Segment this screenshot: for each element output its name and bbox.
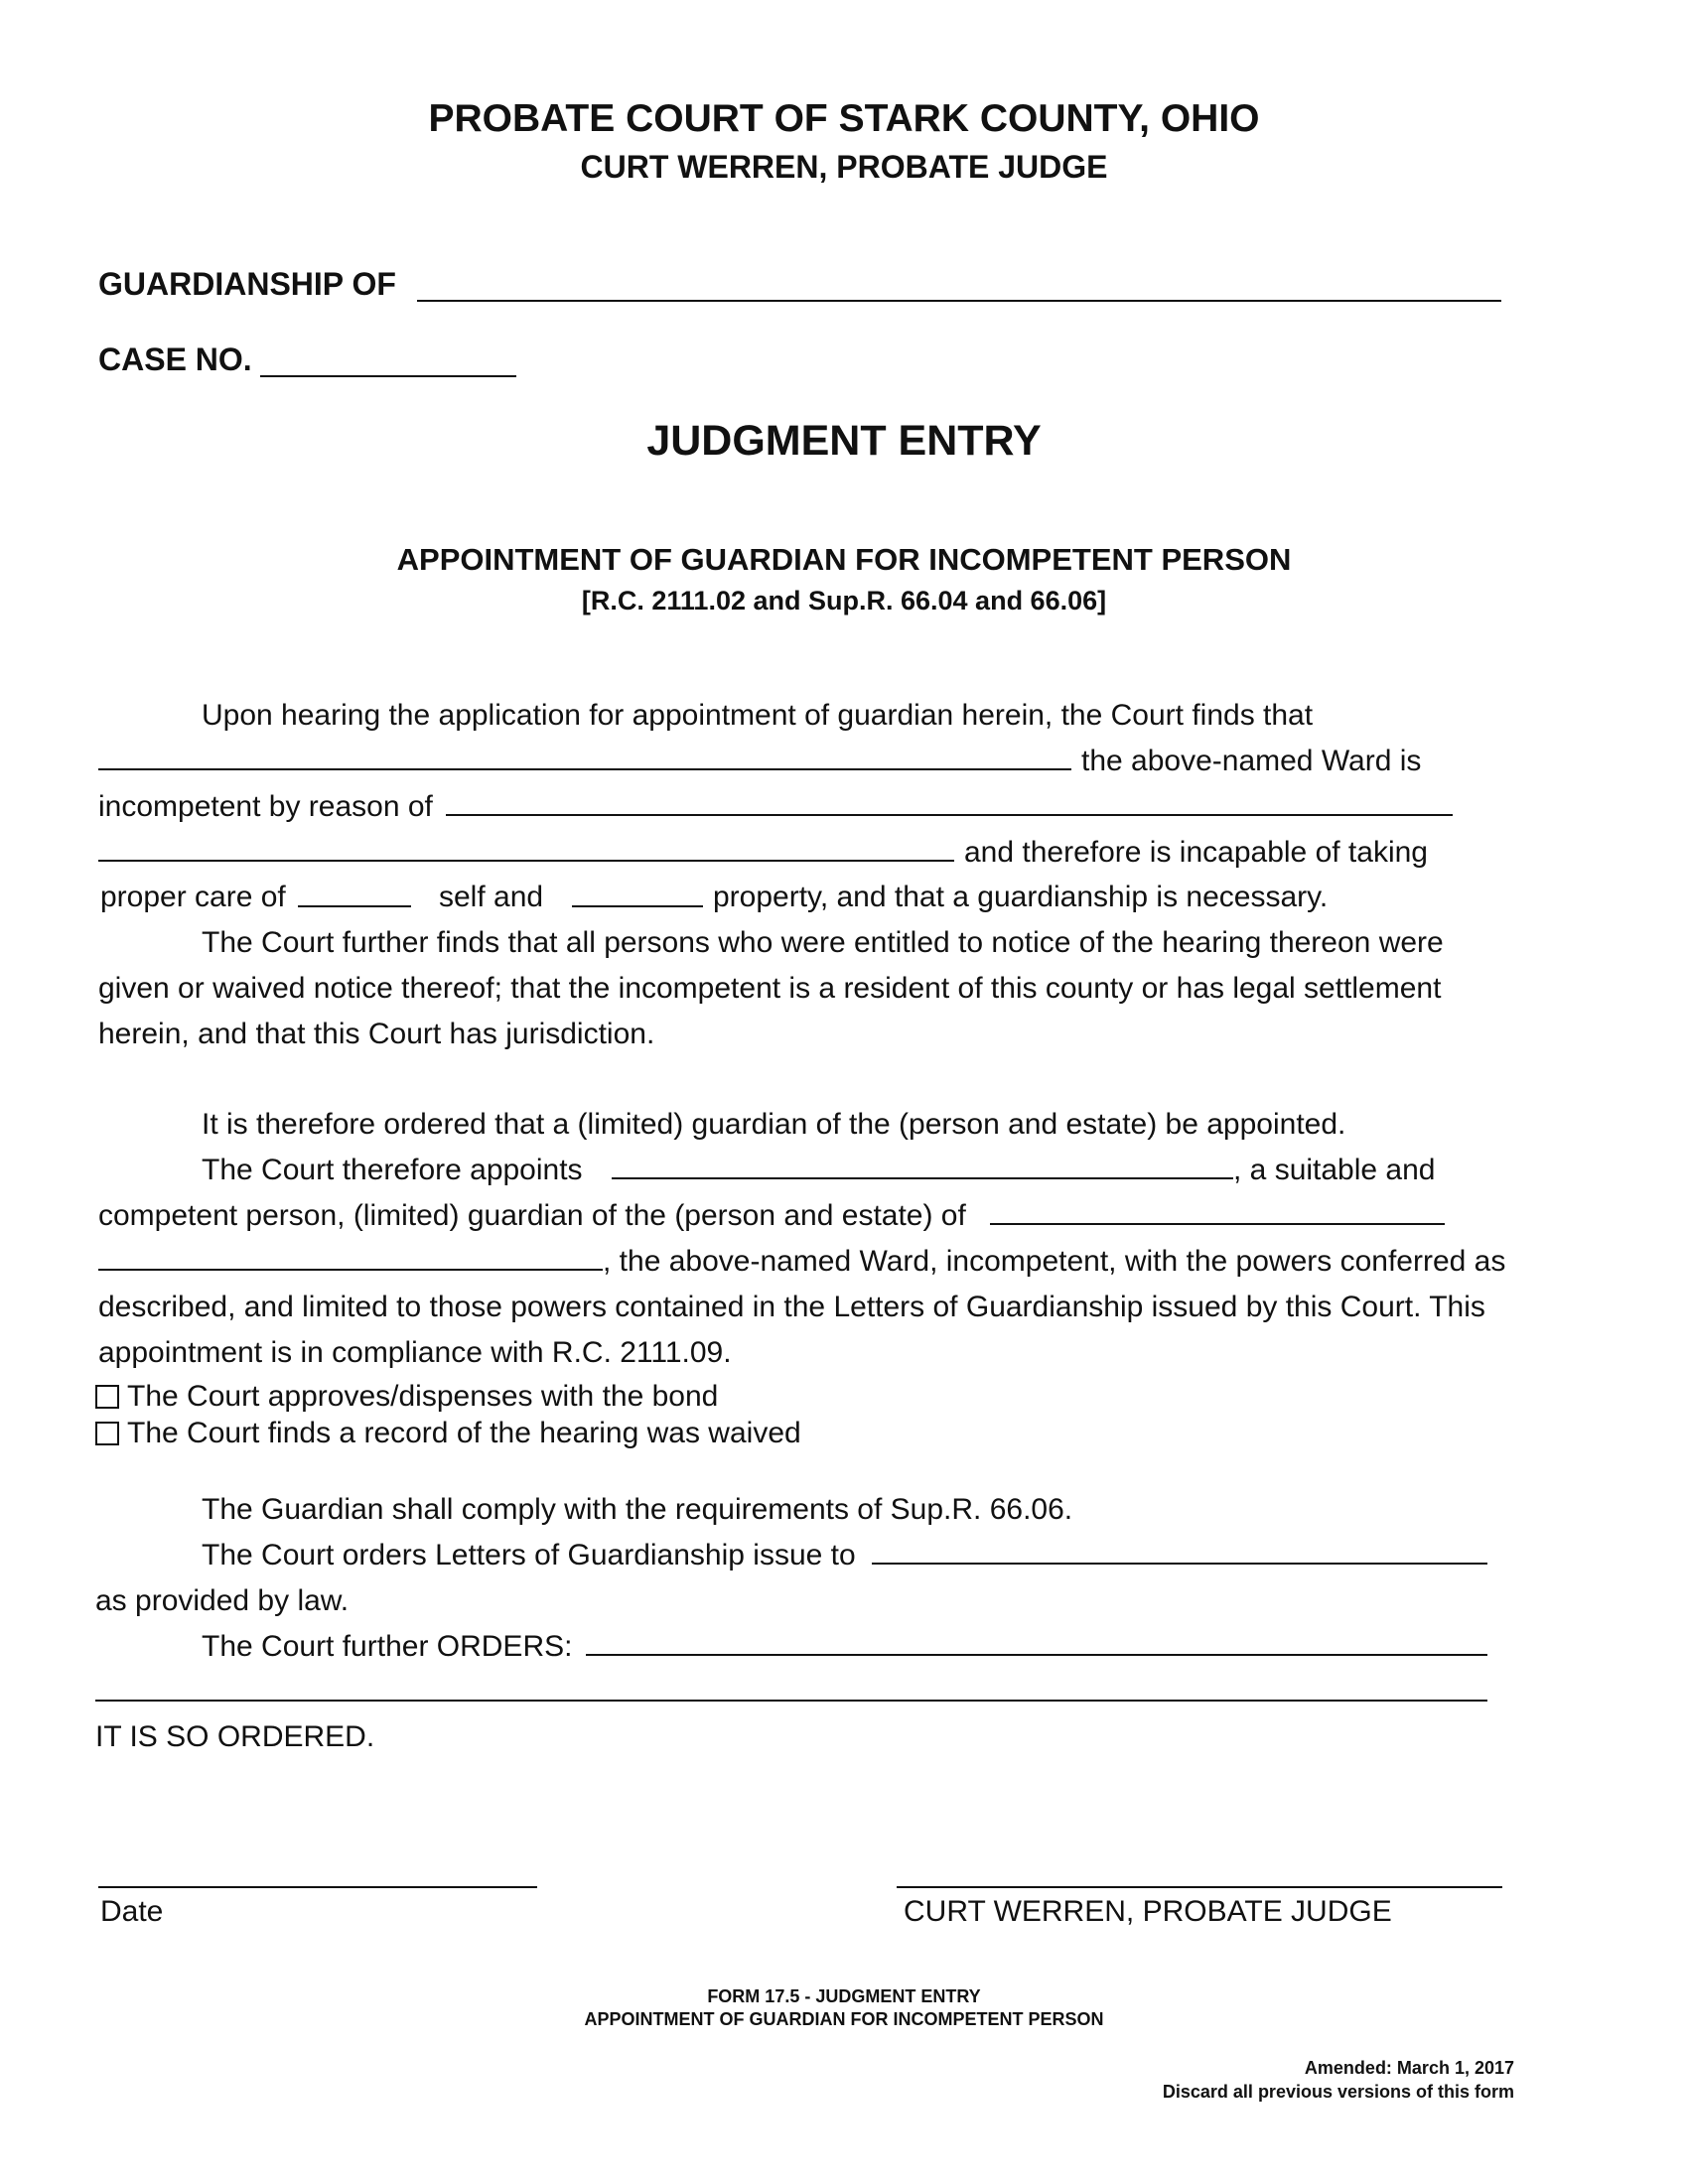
care-pronoun-field-2[interactable] [572, 905, 703, 907]
judge-name: CURT WERREN, PROBATE JUDGE [580, 149, 1108, 185]
letters-label: The Court orders Letters of Guardianship issue to [202, 1539, 856, 1571]
citation: [R.C. 2111.02 and Sup.R. 66.04 and 66.06] [581, 586, 1107, 615]
care-pronoun-field-1[interactable] [298, 905, 411, 907]
discard-notice: Discard all previous versions of this form [1162, 2082, 1514, 2102]
guardianship-label: GUARDIANSHIP OF [98, 266, 396, 302]
as-provided-line: as provided by law. [95, 1584, 350, 1617]
record-waived-checkbox[interactable] [95, 1422, 119, 1445]
proper-care-label: proper care of [100, 881, 286, 913]
further-orders-label: The Court further ORDERS: [202, 1630, 573, 1663]
notice-line-2: given or waived notice thereof; that the incompetent is a resident of this county or has legal settlement [98, 972, 1442, 1005]
form-title: APPOINTMENT OF GUARDIAN FOR INCOMPETENT PERSON [584, 2009, 1104, 2029]
date-field[interactable] [98, 1886, 537, 1888]
described-line: described, and limited to those powers contained in the Letters of Guardianship issued by this Court. This [98, 1291, 1485, 1323]
bond-checkbox-label: The Court approves/dispenses with the bond [127, 1380, 719, 1413]
findings-line-2: the above-named Ward is [1081, 745, 1422, 777]
ordered-line: It is therefore ordered that a (limited) guardian of the (person and estate) be appointed. [202, 1108, 1346, 1141]
ward-name-field-1[interactable] [990, 1223, 1445, 1225]
letters-recipient-field[interactable] [872, 1563, 1487, 1565]
ward-powers-line: , the above-named Ward, incompetent, with the powers conferred as [603, 1245, 1506, 1278]
form-number: FORM 17.5 - JUDGMENT ENTRY [707, 1986, 981, 2006]
bond-checkbox[interactable] [95, 1385, 119, 1409]
record-waived-checkbox-row[interactable] [95, 1416, 801, 1451]
compliance-line: appointment is in compliance with R.C. 2111.09. [98, 1336, 732, 1369]
property-label: property, and that a guardianship is necessary. [713, 881, 1329, 913]
findings-line-1: Upon hearing the application for appointment of guardian herein, the Court finds that [202, 699, 1314, 732]
judge-signature-label: CURT WERREN, PROBATE JUDGE [904, 1895, 1392, 1928]
ward-name-field-2[interactable] [98, 1269, 603, 1271]
appoints-label: The Court therefore appoints [202, 1154, 583, 1186]
date-label: Date [100, 1895, 164, 1928]
case-number-field[interactable] [260, 375, 516, 377]
bond-checkbox-row[interactable] [95, 1379, 718, 1415]
findings-line-4: and therefore is incapable of taking [964, 836, 1428, 869]
incompetent-reason-field[interactable] [446, 814, 1453, 816]
so-ordered-line: IT IS SO ORDERED. [95, 1720, 375, 1753]
comply-line: The Guardian shall comply with the requirements of Sup.R. 66.06. [202, 1493, 1073, 1526]
record-waived-checkbox-label: The Court finds a record of the hearing was waived [127, 1417, 801, 1449]
suitable-label: , a suitable and [1233, 1154, 1436, 1186]
subtitle: APPOINTMENT OF GUARDIAN FOR INCOMPETENT PERSON [396, 542, 1292, 577]
further-orders-field-1[interactable] [586, 1654, 1487, 1656]
notice-line-1: The Court further finds that all persons who were entitled to notice of the hearing thereon were [202, 926, 1444, 959]
guardianship-field[interactable] [417, 300, 1501, 302]
findings-line-3: incompetent by reason of [98, 790, 433, 823]
notice-line-3: herein, and that this Court has jurisdiction. [98, 1018, 655, 1050]
finding-field[interactable] [98, 768, 1071, 770]
further-orders-field-2[interactable] [95, 1700, 1487, 1702]
court-name: PROBATE COURT OF STARK COUNTY, OHIO [428, 97, 1260, 140]
competent-person-label: competent person, (limited) guardian of the (person and estate) of [98, 1199, 966, 1232]
case-label: CASE NO. [98, 341, 252, 377]
judge-signature-field[interactable] [897, 1886, 1502, 1888]
amended-date: Amended: March 1, 2017 [1304, 2058, 1514, 2078]
incompetent-reason-field-2[interactable] [98, 860, 954, 862]
self-and-label: self and [439, 881, 544, 913]
page-title: JUDGMENT ENTRY [646, 417, 1042, 465]
guardian-name-field[interactable] [612, 1177, 1233, 1179]
